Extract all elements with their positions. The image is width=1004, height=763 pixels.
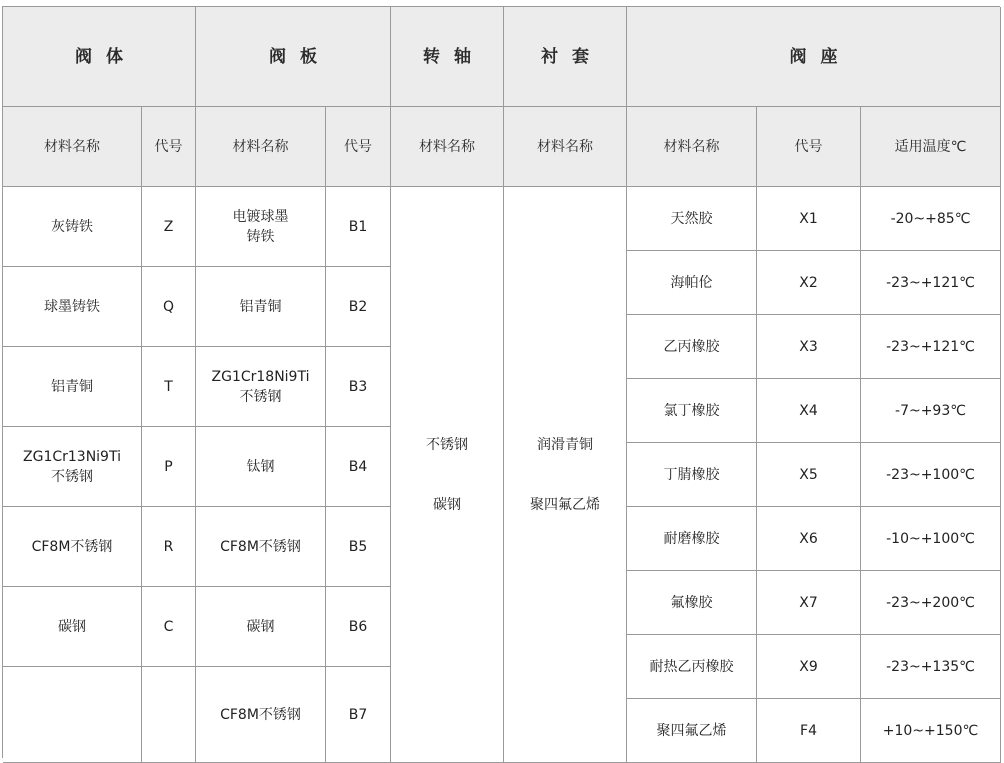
seat-temp-cell: -20~+85℃ bbox=[861, 187, 1001, 251]
body-code-cell: Q bbox=[142, 267, 196, 347]
bushing-materials-cell: 润滑青铜 聚四氟乙烯 bbox=[504, 187, 627, 763]
disc-code-cell: B1 bbox=[326, 187, 391, 267]
seat-code-cell: F4 bbox=[757, 699, 861, 763]
seat-material-cell: 丁腈橡胶 bbox=[627, 443, 757, 507]
disc-material-cell: ZG1Cr18Ni9Ti 不锈钢 bbox=[196, 347, 326, 427]
body-material-cell: 铝青铜 bbox=[3, 347, 142, 427]
seat-material-cell: 氯丁橡胶 bbox=[627, 379, 757, 443]
seat-code-cell: X6 bbox=[757, 507, 861, 571]
seat-material-cell: 海帕伦 bbox=[627, 251, 757, 315]
subheader-disc-code: 代号 bbox=[326, 107, 391, 187]
body-material-cell: CF8M不锈钢 bbox=[3, 507, 142, 587]
seat-material-cell: 氟橡胶 bbox=[627, 571, 757, 635]
group-header-valve-seat: 阀座 bbox=[627, 7, 1001, 107]
disc-material-cell: 钛钢 bbox=[196, 427, 326, 507]
subheader-body-code: 代号 bbox=[142, 107, 196, 187]
disc-material-cell: 碳钢 bbox=[196, 587, 326, 667]
disc-code-cell: B2 bbox=[326, 267, 391, 347]
body-code-cell: Z bbox=[142, 187, 196, 267]
disc-material-cell: CF8M不锈钢 bbox=[196, 667, 326, 763]
body-code-cell: C bbox=[142, 587, 196, 667]
seat-material-cell: 天然胶 bbox=[627, 187, 757, 251]
subheader-seat-code: 代号 bbox=[757, 107, 861, 187]
disc-code-cell: B6 bbox=[326, 587, 391, 667]
seat-code-cell: X1 bbox=[757, 187, 861, 251]
seat-code-cell: X3 bbox=[757, 315, 861, 379]
subheader-seat-temp: 适用温度℃ bbox=[861, 107, 1001, 187]
subheader-body-material: 材料名称 bbox=[3, 107, 142, 187]
seat-code-cell: X9 bbox=[757, 635, 861, 699]
seat-temp-cell: -23~+121℃ bbox=[861, 251, 1001, 315]
disc-material-cell: 铝青铜 bbox=[196, 267, 326, 347]
subheader-bushing-material: 材料名称 bbox=[504, 107, 627, 187]
disc-code-cell: B7 bbox=[326, 667, 391, 763]
seat-temp-cell: -7~+93℃ bbox=[861, 379, 1001, 443]
disc-code-cell: B4 bbox=[326, 427, 391, 507]
seat-temp-cell: +10~+150℃ bbox=[861, 699, 1001, 763]
body-code-cell: T bbox=[142, 347, 196, 427]
seat-material-cell: 乙丙橡胶 bbox=[627, 315, 757, 379]
material-table bbox=[2, 6, 1000, 758]
seat-temp-cell: -23~+121℃ bbox=[861, 315, 1001, 379]
disc-code-cell: B3 bbox=[326, 347, 391, 427]
group-header-bushing: 衬套 bbox=[504, 7, 627, 107]
shaft-materials-cell: 不锈钢 碳钢 bbox=[391, 187, 504, 763]
body-material-cell: 灰铸铁 bbox=[3, 187, 142, 267]
group-header-shaft: 转轴 bbox=[391, 7, 504, 107]
body-code-cell: P bbox=[142, 427, 196, 507]
body-code-empty-cell bbox=[142, 667, 196, 763]
disc-material-cell: 电镀球墨 铸铁 bbox=[196, 187, 326, 267]
subheader-shaft-material: 材料名称 bbox=[391, 107, 504, 187]
subheader-seat-material: 材料名称 bbox=[627, 107, 757, 187]
body-material-empty-cell bbox=[3, 667, 142, 763]
seat-code-cell: X7 bbox=[757, 571, 861, 635]
seat-material-cell: 耐磨橡胶 bbox=[627, 507, 757, 571]
seat-code-cell: X2 bbox=[757, 251, 861, 315]
seat-temp-cell: -10~+100℃ bbox=[861, 507, 1001, 571]
body-code-cell: R bbox=[142, 507, 196, 587]
seat-material-cell: 耐热乙丙橡胶 bbox=[627, 635, 757, 699]
group-header-valve-disc: 阀板 bbox=[196, 7, 391, 107]
disc-material-cell: CF8M不锈钢 bbox=[196, 507, 326, 587]
seat-code-cell: X4 bbox=[757, 379, 861, 443]
seat-material-cell: 聚四氟乙烯 bbox=[627, 699, 757, 763]
body-material-cell: 球墨铸铁 bbox=[3, 267, 142, 347]
seat-code-cell: X5 bbox=[757, 443, 861, 507]
disc-code-cell: B5 bbox=[326, 507, 391, 587]
seat-temp-cell: -23~+135℃ bbox=[861, 635, 1001, 699]
body-material-cell: ZG1Cr13Ni9Ti 不锈钢 bbox=[3, 427, 142, 507]
subheader-disc-material: 材料名称 bbox=[196, 107, 326, 187]
body-material-cell: 碳钢 bbox=[3, 587, 142, 667]
group-header-valve-body: 阀体 bbox=[3, 7, 196, 107]
seat-temp-cell: -23~+200℃ bbox=[861, 571, 1001, 635]
seat-temp-cell: -23~+100℃ bbox=[861, 443, 1001, 507]
